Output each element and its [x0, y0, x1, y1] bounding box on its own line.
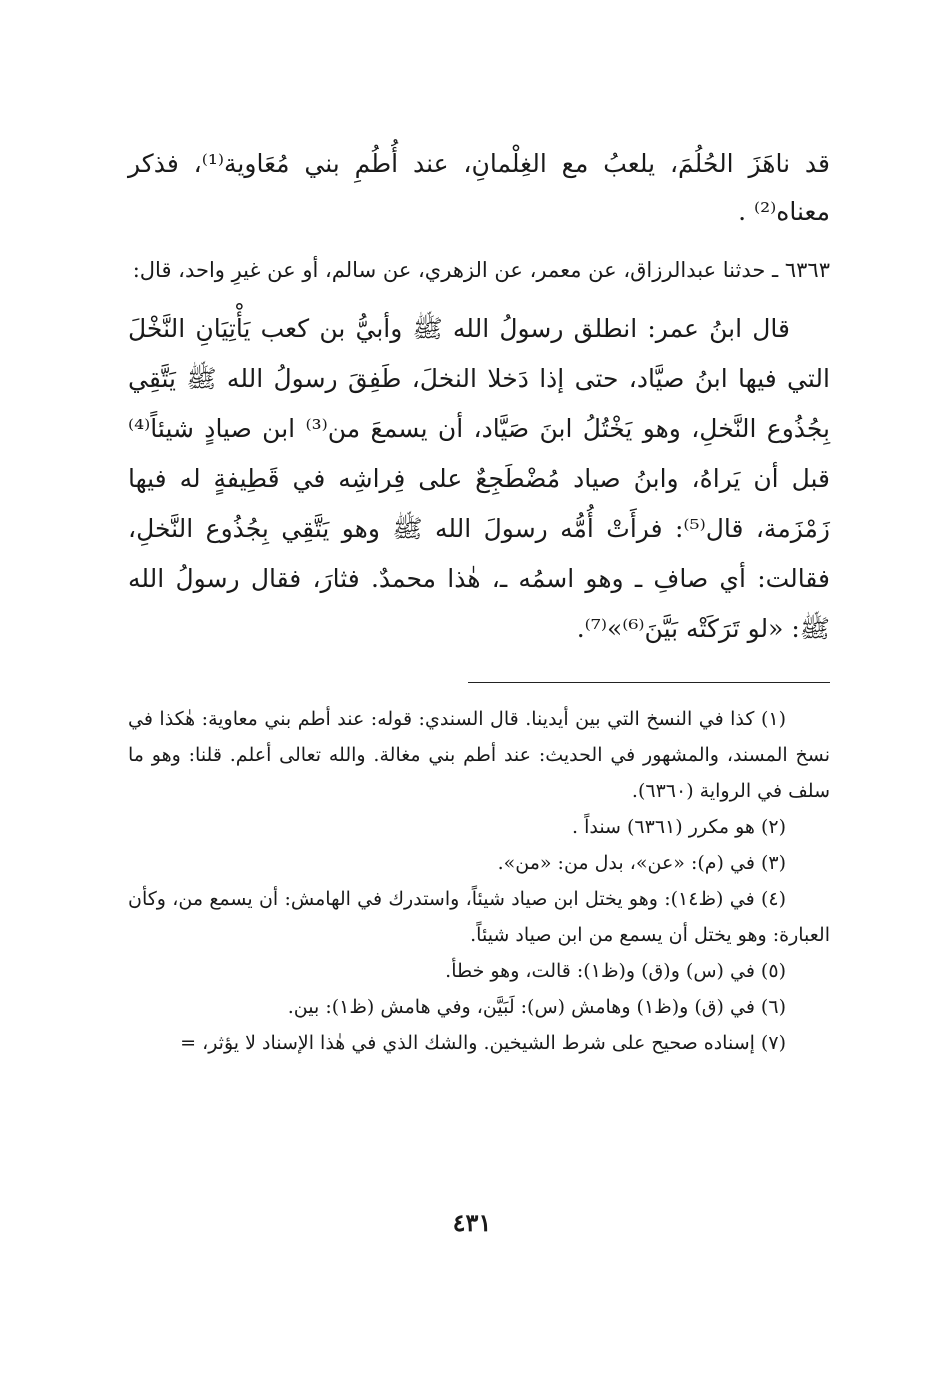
footnote-1: (١) كذا في النسخ التي بين أيدينا. قال السندي: قوله: عند أطم بني معاوية: هٰكذا في نسخ المسند، والمشهور في الحديث: عند أطم بني مغالة. والله تعالى أعلم. قلنا: وهو ما سلف في الرواية (٦٣٦٠).	[128, 708, 830, 802]
hadith-text: قال ابنُ عمر: انطلق رسولُ الله ﷺ وأبيُّ بن كعب يَأْتِيَانِ النَّخْلَ التي فيها ابنُ صيَّاد، حتى إذا دَخلا النخلَ، طَفِقَ رسولُ الله ﷺ يَتَّقِي بِجُذُوع النَّخلِ، وهو يَخْتُلُ ابنَ صَيَّاد، أن يسمعَ من⁽³⁾ ابن صيادٍ شيئاً⁽⁴⁾ قبل أن يَراهُ، وابنُ صياد مُضْطَجِعٌ على فِراشِه في قَطِيفةٍ له فيها زَمْزَمة، قال⁽⁵⁾: فرأَتْ أُمُّه رسولَ الله ﷺ وهو يَتَّقِي بِجُذُوع النَّخلِ، فقالت: أي صافِ ـ وهو اسمُه ـ، هٰذا محمدٌ. فثارَ، فقال رسولُ الله ﷺ: «لو تَرَكَتْه بَيَّنَ⁽⁶⁾»⁽⁷⁾.	[128, 314, 831, 643]
hadith-chain: ٦٣٦٣ ـ حدثنا عبدالرزاق، عن معمر، عن الزهري، عن سالم، أو عن غيرِ واحد، قال:	[132, 258, 830, 282]
footnote-separator	[468, 682, 830, 683]
footnote-6: (٦) في (ق) و(ظ١) وهامش (س): لَبَيَّن، وفي هامش (ظ١): بين.	[287, 996, 786, 1018]
footnote-7: (٧) إسناده صحيح على شرط الشيخين. والشك الذي في هٰذا الإسناد لا يؤثر، =	[180, 1032, 786, 1054]
continuation-paragraph: قد ناهَزَ الحُلُمَ، يلعبُ مع الغِلْمانِ، عند أُطُمِ بني مُعَاوية⁽¹⁾، فذكر معناه⁽²⁾ .	[128, 149, 830, 226]
page-number: ٤٣١	[452, 1208, 492, 1237]
footnotes	[128, 701, 830, 1061]
footnote-4: (٤) في (ظ١٤): وهو يختل ابن صياد شيئاً، واستدرك في الهامش: أن يسمع من، وكأن العبارة: وهو يختل أن يسمع من ابن صياد شيئاً.	[128, 888, 830, 946]
document-page	[128, 140, 830, 1061]
footnote-2: (٢) هو مكرر (٦٣٦١) سنداً .	[571, 816, 786, 838]
footnote-3: (٣) في (م): «عن»، بدل من: «من».	[497, 852, 786, 874]
footnote-5: (٥) في (س) و(ق) و(ظ١): قالت، وهو خطأ.	[445, 960, 786, 982]
